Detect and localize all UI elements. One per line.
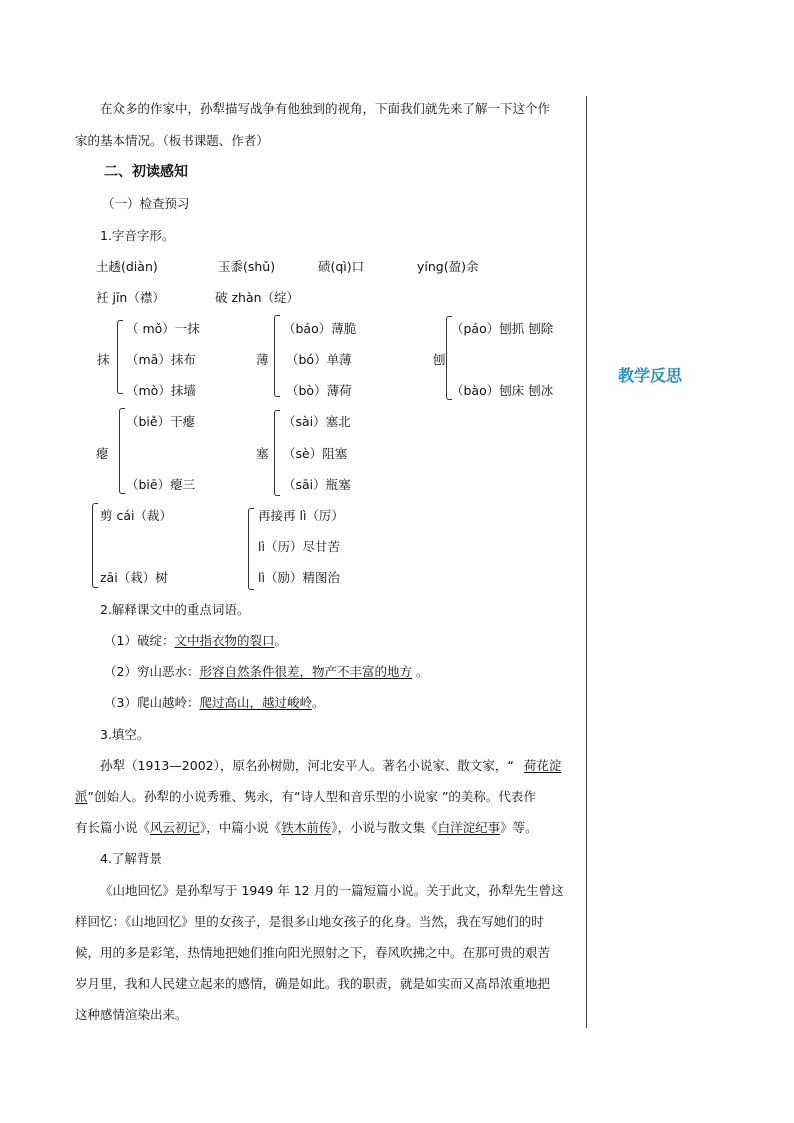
word-definition	[104, 664, 428, 680]
polyphone-char: 薄	[256, 352, 269, 367]
polyphone-reading: （páo）刨抓 刨除	[451, 321, 554, 336]
fill-line-1	[100, 758, 561, 774]
word-end: 。	[274, 633, 287, 648]
polyphone-reading: （sài）塞北	[283, 414, 351, 429]
brace	[92, 503, 98, 588]
fill-answer: 白洋淀纪事	[437, 820, 501, 835]
fill-answer: 荷花淀	[523, 758, 562, 773]
homophone-word: lì（励）精图治	[258, 570, 340, 585]
polyphone-reading: （bó）单薄	[286, 352, 352, 367]
subsection-title: （一）检查预习	[102, 196, 190, 211]
homophone-word: zāi（栽）树	[100, 570, 168, 585]
word-label: （2）穷山恶水：	[104, 664, 200, 679]
fill-line-2	[75, 789, 536, 805]
teaching-reflection-title: 教学反思	[618, 366, 683, 385]
pinyin-word: 土䞬(diàn)	[96, 259, 158, 274]
brace	[119, 408, 125, 494]
intro-line-2: 家的基本情况。（板书课题、作者）	[75, 133, 269, 148]
column-divider	[586, 96, 587, 1028]
background-line: 候，用的多是彩笔，热情地把她们推向阳光照射之下，春风吹拂之中。在那可贵的艰苦	[75, 945, 551, 960]
pinyin-word: 衽 jīn（襟）	[96, 290, 165, 305]
polyphone-reading: （mò）抹墙	[126, 383, 196, 398]
polyphone-reading: （mā）抹布	[126, 352, 196, 367]
fill-text: 》等。	[500, 820, 538, 835]
polyphone-reading: （báo）薄脆	[283, 321, 357, 336]
item-3-title: 3.填空。	[100, 727, 150, 742]
fill-text: 》，中篇小说《	[200, 820, 282, 835]
intro-line-1: 在众多的作家中，孙犁描写战争有他独到的视角，下面我们就先来了解一下这个作	[100, 101, 551, 116]
pinyin-word: 玉黍(shǔ)	[218, 259, 276, 274]
homophone-word: 剪 cái（裁）	[100, 508, 172, 523]
polyphone-char: 塞	[256, 446, 269, 461]
background-line: 这种感情渲染出来。	[75, 1007, 188, 1022]
homophone-word: 再接再 lì（厉）	[258, 508, 344, 523]
item-4-title: 4.了解背景	[100, 851, 162, 866]
polyphone-char: 抹	[97, 352, 110, 367]
word-end: 。	[411, 664, 429, 679]
word-end: 。	[311, 695, 325, 710]
section-title: 二、初读感知	[104, 164, 188, 180]
brace	[248, 508, 254, 590]
fill-text: 》，小说与散文集《	[331, 820, 438, 835]
polyphone-reading: （ mǒ）一抹	[126, 321, 200, 336]
word-def: 爬过高山，越过峻岭	[199, 695, 312, 710]
item-2-title: 2.解释课文中的重点词语。	[100, 602, 250, 617]
item-1-title: 1.字音字形。	[100, 228, 175, 243]
polyphone-reading: （bào）刨床 刨冰	[451, 383, 554, 398]
fill-answer: 派	[75, 789, 88, 804]
word-definition	[104, 633, 287, 649]
polyphone-reading: （biē）瘪三	[126, 477, 196, 492]
fill-text: 有长篇小说《	[75, 820, 151, 835]
fill-line-3	[75, 820, 538, 836]
word-def: 形容自然条件很差，物产不丰富的地方	[199, 664, 412, 679]
polyphone-char: 瘪	[96, 446, 109, 461]
word-definition	[104, 695, 325, 711]
polyphone-char: 刨	[433, 352, 446, 367]
fill-text: 孙犁（1913—2002），原名孙树勋，河北安平人。著名小说家、散文家，“	[100, 758, 514, 773]
polyphone-reading: （bò）薄荷	[286, 383, 352, 398]
brace	[274, 315, 280, 397]
pinyin-word: yíng(盈)余	[417, 259, 479, 274]
word-label: （1）破绽：	[104, 633, 175, 648]
background-line: 《山地回忆》是孙犁写于 1949 年 12 月的一篇短篇小说。关于此文，孙犁先生曾这	[100, 883, 564, 898]
polyphone-reading: （sāi）瓶塞	[283, 477, 351, 492]
word-def: 文中指衣物的裂口	[174, 633, 275, 648]
fill-text: ”创始人。孙犁的小说秀雅、隽永，有“诗人型和音乐型的小说家 ”的美称。代表作	[87, 789, 536, 804]
background-line: 岁月里，我和人民建立起来的感情，确是如此。我的职责，就是如实而又高昂浓重地把	[75, 976, 551, 991]
fill-answer: 风云初记	[150, 820, 201, 835]
pinyin-word: 破 zhàn（绽）	[215, 290, 300, 305]
fill-answer: 铁木前传	[281, 820, 332, 835]
brace	[117, 320, 123, 394]
pinyin-word: 碛(qì)口	[318, 259, 365, 274]
polyphone-reading: （sè）阻塞	[283, 446, 348, 461]
homophone-word: lì（历）尽甘苦	[258, 539, 340, 554]
brace	[274, 410, 280, 496]
polyphone-reading: （biě）干瘪	[126, 414, 196, 429]
background-line: 样回忆：《山地回忆》里的女孩子，是很多山地女孩子的化身。当然，我在写她们的时	[75, 914, 544, 929]
word-label: （3）爬山越岭：	[104, 695, 200, 710]
